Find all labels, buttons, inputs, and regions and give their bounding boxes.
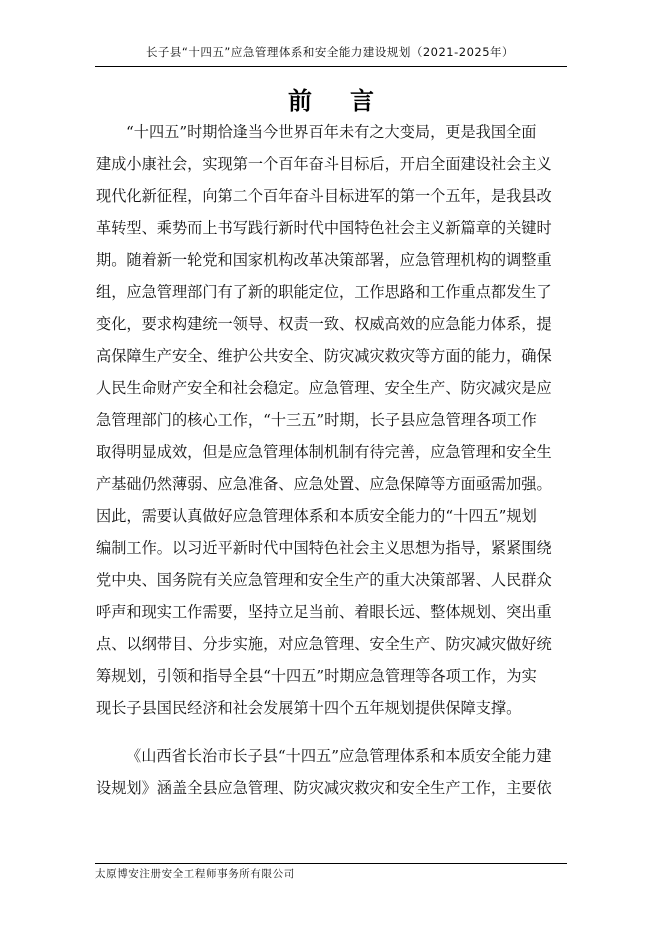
paragraph-line: 组，应急管理部门有了新的职能定位，工作思路和工作重点都发生了	[96, 283, 552, 301]
paragraph-line: 期。随着新一轮党和国家机构改革决策部署，应急管理机构的调整重	[96, 251, 552, 269]
running-header: 长子县“十四五”应急管理体系和安全能力建设规划（2021-2025年）	[145, 45, 515, 59]
paragraph-line: 党中央、国务院有关应急管理和安全生产的重大决策部署、人民群众	[96, 571, 552, 589]
footer-rule	[95, 863, 567, 864]
paragraph-line: “十四五”时期恰逢当今世界百年未有之大变局，更是我国全面	[126, 123, 537, 141]
paragraph-line: 点、以纲带目、分步实施，对应急管理、安全生产、防灾减灾做好统	[96, 635, 552, 653]
paragraph-line: 建成小康社会，实现第一个百年奋斗目标后，开启全面建设社会主义	[96, 155, 552, 173]
paragraph-line: 急管理部门的核心工作，“十三五”时期，长子县应急管理各项工作	[96, 411, 537, 429]
paragraph-line: 现代化新征程，向第二个百年奋斗目标进军的第一个五年，是我县改	[96, 187, 552, 205]
paragraph-line: 产基础仍然薄弱、应急准备、应急处置、应急保障等方面亟需加强。	[96, 475, 552, 493]
section-title-char-2: 言	[350, 87, 374, 115]
paragraph-line: 变化，要求构建统一领导、权责一致、权威高效的应急能力体系，提	[96, 315, 552, 333]
paragraph-line: 筹规划，引领和指导全县“十四五”时期应急管理等各项工作，为实	[96, 667, 537, 685]
paragraph-line: 革转型、乘势而上书写践行新时代中国特色社会主义新篇章的关键时	[96, 219, 552, 237]
paragraph-line: 因此，需要认真做好应急管理体系和本质安全能力的“十四五”规划	[96, 507, 537, 525]
paragraph-line: 现长子县国民经济和社会发展第十四个五年规划提供保障支撑。	[96, 699, 522, 717]
paragraph-line: 呼声和现实工作需要，坚持立足当前、着眼长远、整体规划、突出重	[96, 603, 552, 621]
section-title-char-1: 前	[288, 87, 312, 115]
footer-organization: 太原博安注册安全工程师事务所有限公司	[95, 868, 295, 880]
paragraph-line: 《山西省长治市长子县“十四五”应急管理体系和本质安全能力建	[126, 747, 552, 765]
paragraph-line: 编制工作。以习近平新时代中国特色社会主义思想为指导，紧紧围绕	[96, 539, 552, 557]
paragraph-line: 设规划》涵盖全县应急管理、防灾减灾救灾和安全生产工作，主要依	[96, 779, 552, 797]
paragraph-line: 高保障生产安全、维护公共安全、防灾减灾救灾等方面的能力，确保	[96, 347, 552, 365]
paragraph-line: 取得明显成效，但是应急管理体制机制有待完善，应急管理和安全生	[96, 443, 552, 461]
paragraph-line: 人民生命财产安全和社会稳定。应急管理、安全生产、防灾减灾是应	[96, 379, 552, 397]
